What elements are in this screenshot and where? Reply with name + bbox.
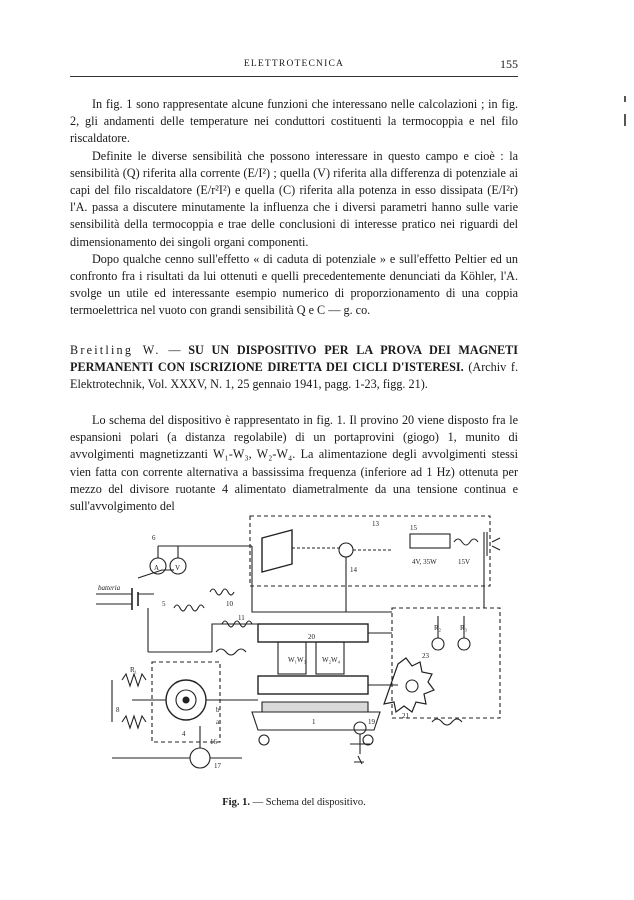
figure-label: 13	[372, 520, 379, 528]
figure-label: 21	[402, 712, 409, 720]
figure-label: 10	[226, 600, 233, 608]
figure-label: 5	[162, 600, 166, 608]
figure-label: b	[216, 706, 220, 714]
figure-label: W₂W₄	[322, 656, 341, 664]
figure-label: batteria	[98, 584, 121, 592]
figure-label: 1	[312, 718, 316, 726]
screen-shape	[262, 530, 292, 572]
figure-label: R₁	[130, 666, 138, 674]
circuit-schematic	[92, 512, 504, 782]
figure-label: 15V	[458, 558, 471, 566]
caption-label: Fig. 1.	[222, 797, 250, 808]
figure-label: W₁W₃	[288, 656, 307, 664]
figure-label: 16	[210, 738, 217, 746]
paragraph: Definite le diverse sensibilità che possono interessare in questo campo e cioè : la sensibilità (Q) riferita alla corrente (E/I²) ; quella (V) riferita alla differenza di potenziale ai capi del filo riscaldatore (E/r²I²) e quella (C) riferita alla potenza in esso dissipata (E/I²r) l'A. passa a discutere minutamente la influenza che i diversi parametri hanno sulle varie sensibilità della termocoppia e trae delle conclusioni di interesse pratico nei riguardi del dimensionamento dei singoli organi componenti.	[70, 148, 518, 249]
circuit-schematic-figure	[92, 512, 504, 782]
figure-label: 17	[214, 762, 221, 770]
scan-edge-mark	[624, 96, 626, 102]
paragraph: Lo schema del dispositivo è rappresentato in fig. 1. Il provino 20 viene disposto fra le espansioni polari (a distanza regolabile) di un portaprovini (giogo) 1, munito di avvolgimenti magnetizzanti W₁-W₃, W₂-W₄. La alimentazione degli avvolgimenti stessi vien fatta con corrente alternativa a bassissima frequenza (inferiore ad 1 Hz) ottenuta per mezzo del divisore ruotante 4 alimentato diametralmente da una tensione continua e sull'avvolgimento del	[70, 413, 518, 514]
running-head: ELETTROTECNICA	[243, 59, 345, 69]
paragraph: In fig. 1 sono rappresentate alcune funzioni che interessano nelle calcolazioni ; in fig. 2, gli andamenti delle temperature nei conduttori costituenti la termocoppia e nel filo riscaldatore.	[70, 97, 518, 146]
article-body-review	[70, 412, 518, 515]
dashed-enclosure	[250, 516, 490, 586]
figure-label: 14	[350, 566, 357, 574]
figure-label: a	[216, 718, 220, 726]
figure-label: V	[175, 564, 181, 572]
figure-label: 15	[410, 524, 417, 532]
figure-label: 11	[238, 614, 245, 622]
figure-label: 8	[116, 706, 120, 714]
figure-label: R₂	[434, 624, 442, 632]
figure-label: 4	[182, 730, 186, 738]
scan-edge-mark	[624, 114, 626, 126]
paragraph: Dopo qualche cenno sull'effetto « di caduta di potenziale » e sull'effetto Peltier ed un confronto fra i risultati da lui ottenuti e quelli precedentemente denunciati da Köhler, l'A. svolge un utile ed interessante esempio numerico di proporzionamento di una coppia termoelettrica nel vuoto con grandi sensibilità Q e C — g. co.	[70, 251, 518, 318]
dashed-enclosure-right	[392, 608, 500, 718]
review-citation: (Archiv f. Elektrotechnik, Vol. XXXV, N. 1, 25 gennaio 1941, pagg. 1-23, figg. 21).	[70, 360, 518, 392]
figure-label: A	[154, 564, 160, 572]
review-dash: —	[160, 343, 189, 357]
review-heading	[70, 342, 518, 394]
figure-label: 4V, 35W	[412, 558, 437, 566]
figure-caption	[70, 797, 518, 808]
review-author: Breitling W.	[70, 343, 161, 357]
figure-label: R₃	[460, 624, 468, 632]
caption-text: — Schema del dispositivo.	[249, 797, 366, 808]
article-body-top	[70, 96, 518, 320]
figure-label: 23	[422, 652, 429, 660]
lamp-icon	[339, 543, 353, 557]
page-number: 155	[500, 57, 518, 71]
page-header	[70, 56, 518, 77]
figure-label: 20	[308, 633, 315, 641]
figure-label: 6	[152, 534, 156, 542]
figure-label: 19	[368, 718, 375, 726]
review-title: SU UN DISPOSITIVO PER LA PROVA DEI MAGNETI PERMANENTI CON ISCRIZIONE DIRETTA DEI CICLI D'ISTERESI.	[70, 343, 518, 375]
